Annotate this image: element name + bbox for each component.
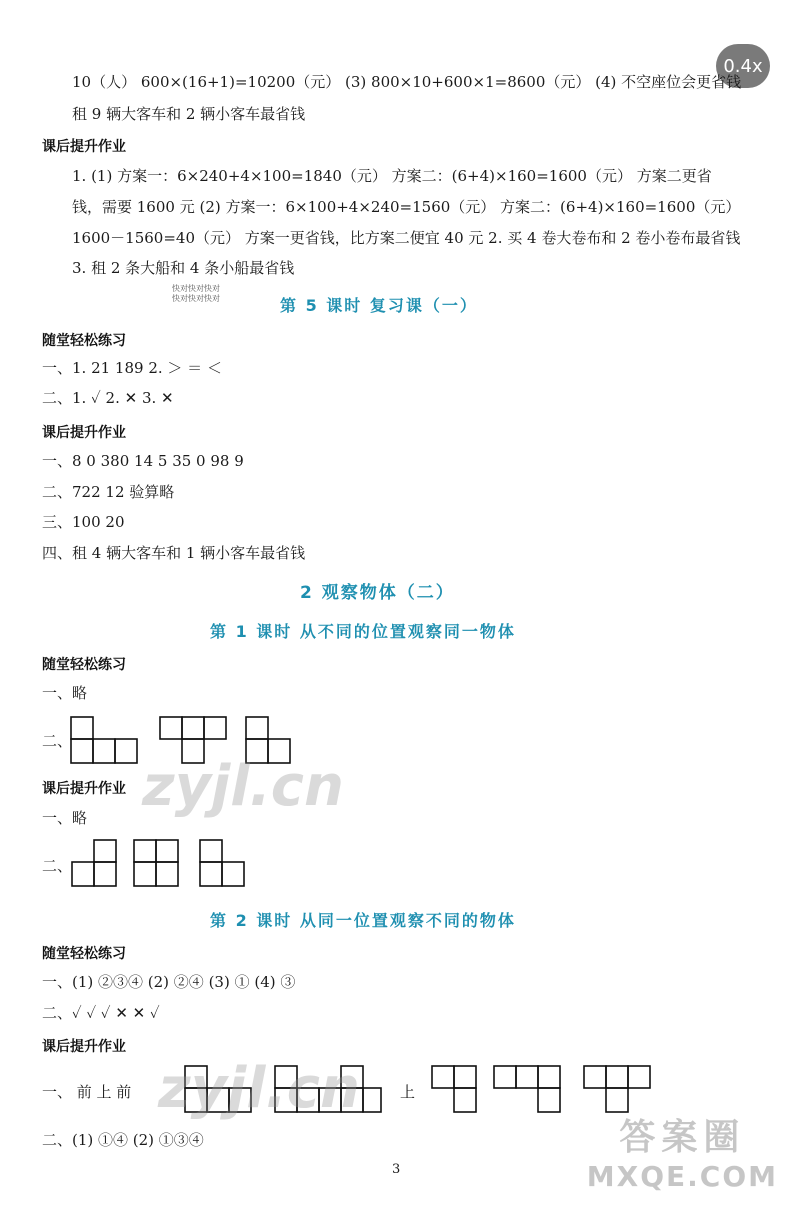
section-heading: 课后提升作业 [42,781,126,797]
answer-line: 一、略 [42,684,88,702]
answer-line: 1600－1560=40（元） 方案一更省钱，比方案二便宜 40 元 2. 买 4 卷大卷布和 2 卷小卷布最省钱 [72,229,741,247]
watermark: zyjl.cn [142,754,344,819]
section-heading: 课后提升作业 [42,139,126,155]
answer-line: 3. 租 2 条大船和 4 条小船最省钱 [72,259,295,277]
logo-text-top: 答案圈 [619,1117,746,1158]
answer-line: 一、略 [42,809,88,827]
answer-line: 钱，需要 1600 元 (2) 方案一：6×100+4×240=1560（元） 方案二：(6+4)×160=1600（元） [72,198,741,216]
section-heading: 课后提升作业 [42,1039,126,1055]
answer-line: 二、(1) ①④ (2) ①③④ [42,1131,204,1149]
view-shape [72,840,116,886]
section-heading: 随堂轻松练习 [42,333,126,349]
answer-line: 1. (1) 方案一：6×240+4×100=1840（元） 方案二：(6+4)×160=1600（元） 方案二更省 [72,167,712,185]
view-drawings [70,838,300,890]
logo-text-bottom: MXQE.COM [586,1160,778,1193]
answer-line: 三、100 20 [42,513,125,531]
section-heading: 课后提升作业 [42,425,126,441]
answer-label: 二、 [42,857,73,875]
answer-line: 租 9 辆大客车和 2 辆小客车最省钱 [72,105,306,123]
stamp-text: 快对快对快对 [172,294,220,303]
answer-label: 二、 [42,732,73,750]
view-shape [200,840,244,886]
unit-title: 2 观察物体（二） [300,583,455,603]
answer-line: 四、租 4 辆大客车和 1 辆小客车最省钱 [42,544,306,562]
lesson-title: 第 5 课时 复习课（一） [280,296,478,315]
stamp-text: 快对快对快对 [172,284,220,293]
site-logo [587,1109,778,1193]
answer-line: 一、(1) ②③④ (2) ②④ (3) ① (4) ③ [42,973,296,991]
section-heading: 随堂轻松练习 [42,946,126,962]
page-number: 3 [392,1162,401,1177]
answer-line: 二、✓ ✓ ✓ ✕ ✕ ✓ [42,1004,160,1022]
view-shape [584,1066,650,1112]
section-heading: 随堂轻松练习 [42,657,126,673]
answer-line: 二、722 12 验算略 [42,483,175,501]
view-shape [494,1066,560,1112]
answer-line: 一、8 0 380 14 5 35 0 98 9 [42,452,244,470]
lesson-title: 第 1 课时 从不同的位置观察同一物体 [210,622,516,641]
lesson-title: 第 2 课时 从同一位置观察不同的物体 [210,911,516,930]
view-shape [432,1066,476,1112]
answer-line: 二、1. ✓ 2. ✕ 3. ✕ [42,389,174,407]
view-shape [134,840,178,886]
answer-line: 一、1. 21 189 2. ＞ ＝ ＜ [42,359,222,377]
answer-line: 10（人） 600×(16+1)=10200（元） (3) 800×10+600×1=8600（元） (4) 不空座位会更省钱 [72,73,742,91]
watermark: zyjl.cn [158,1056,360,1121]
answer-line: 一、 前 上 前 [42,1083,132,1101]
answer-label: 上 [400,1083,416,1101]
zoom-badge[interactable]: 0.4x [716,44,770,88]
view-shape [71,717,137,763]
